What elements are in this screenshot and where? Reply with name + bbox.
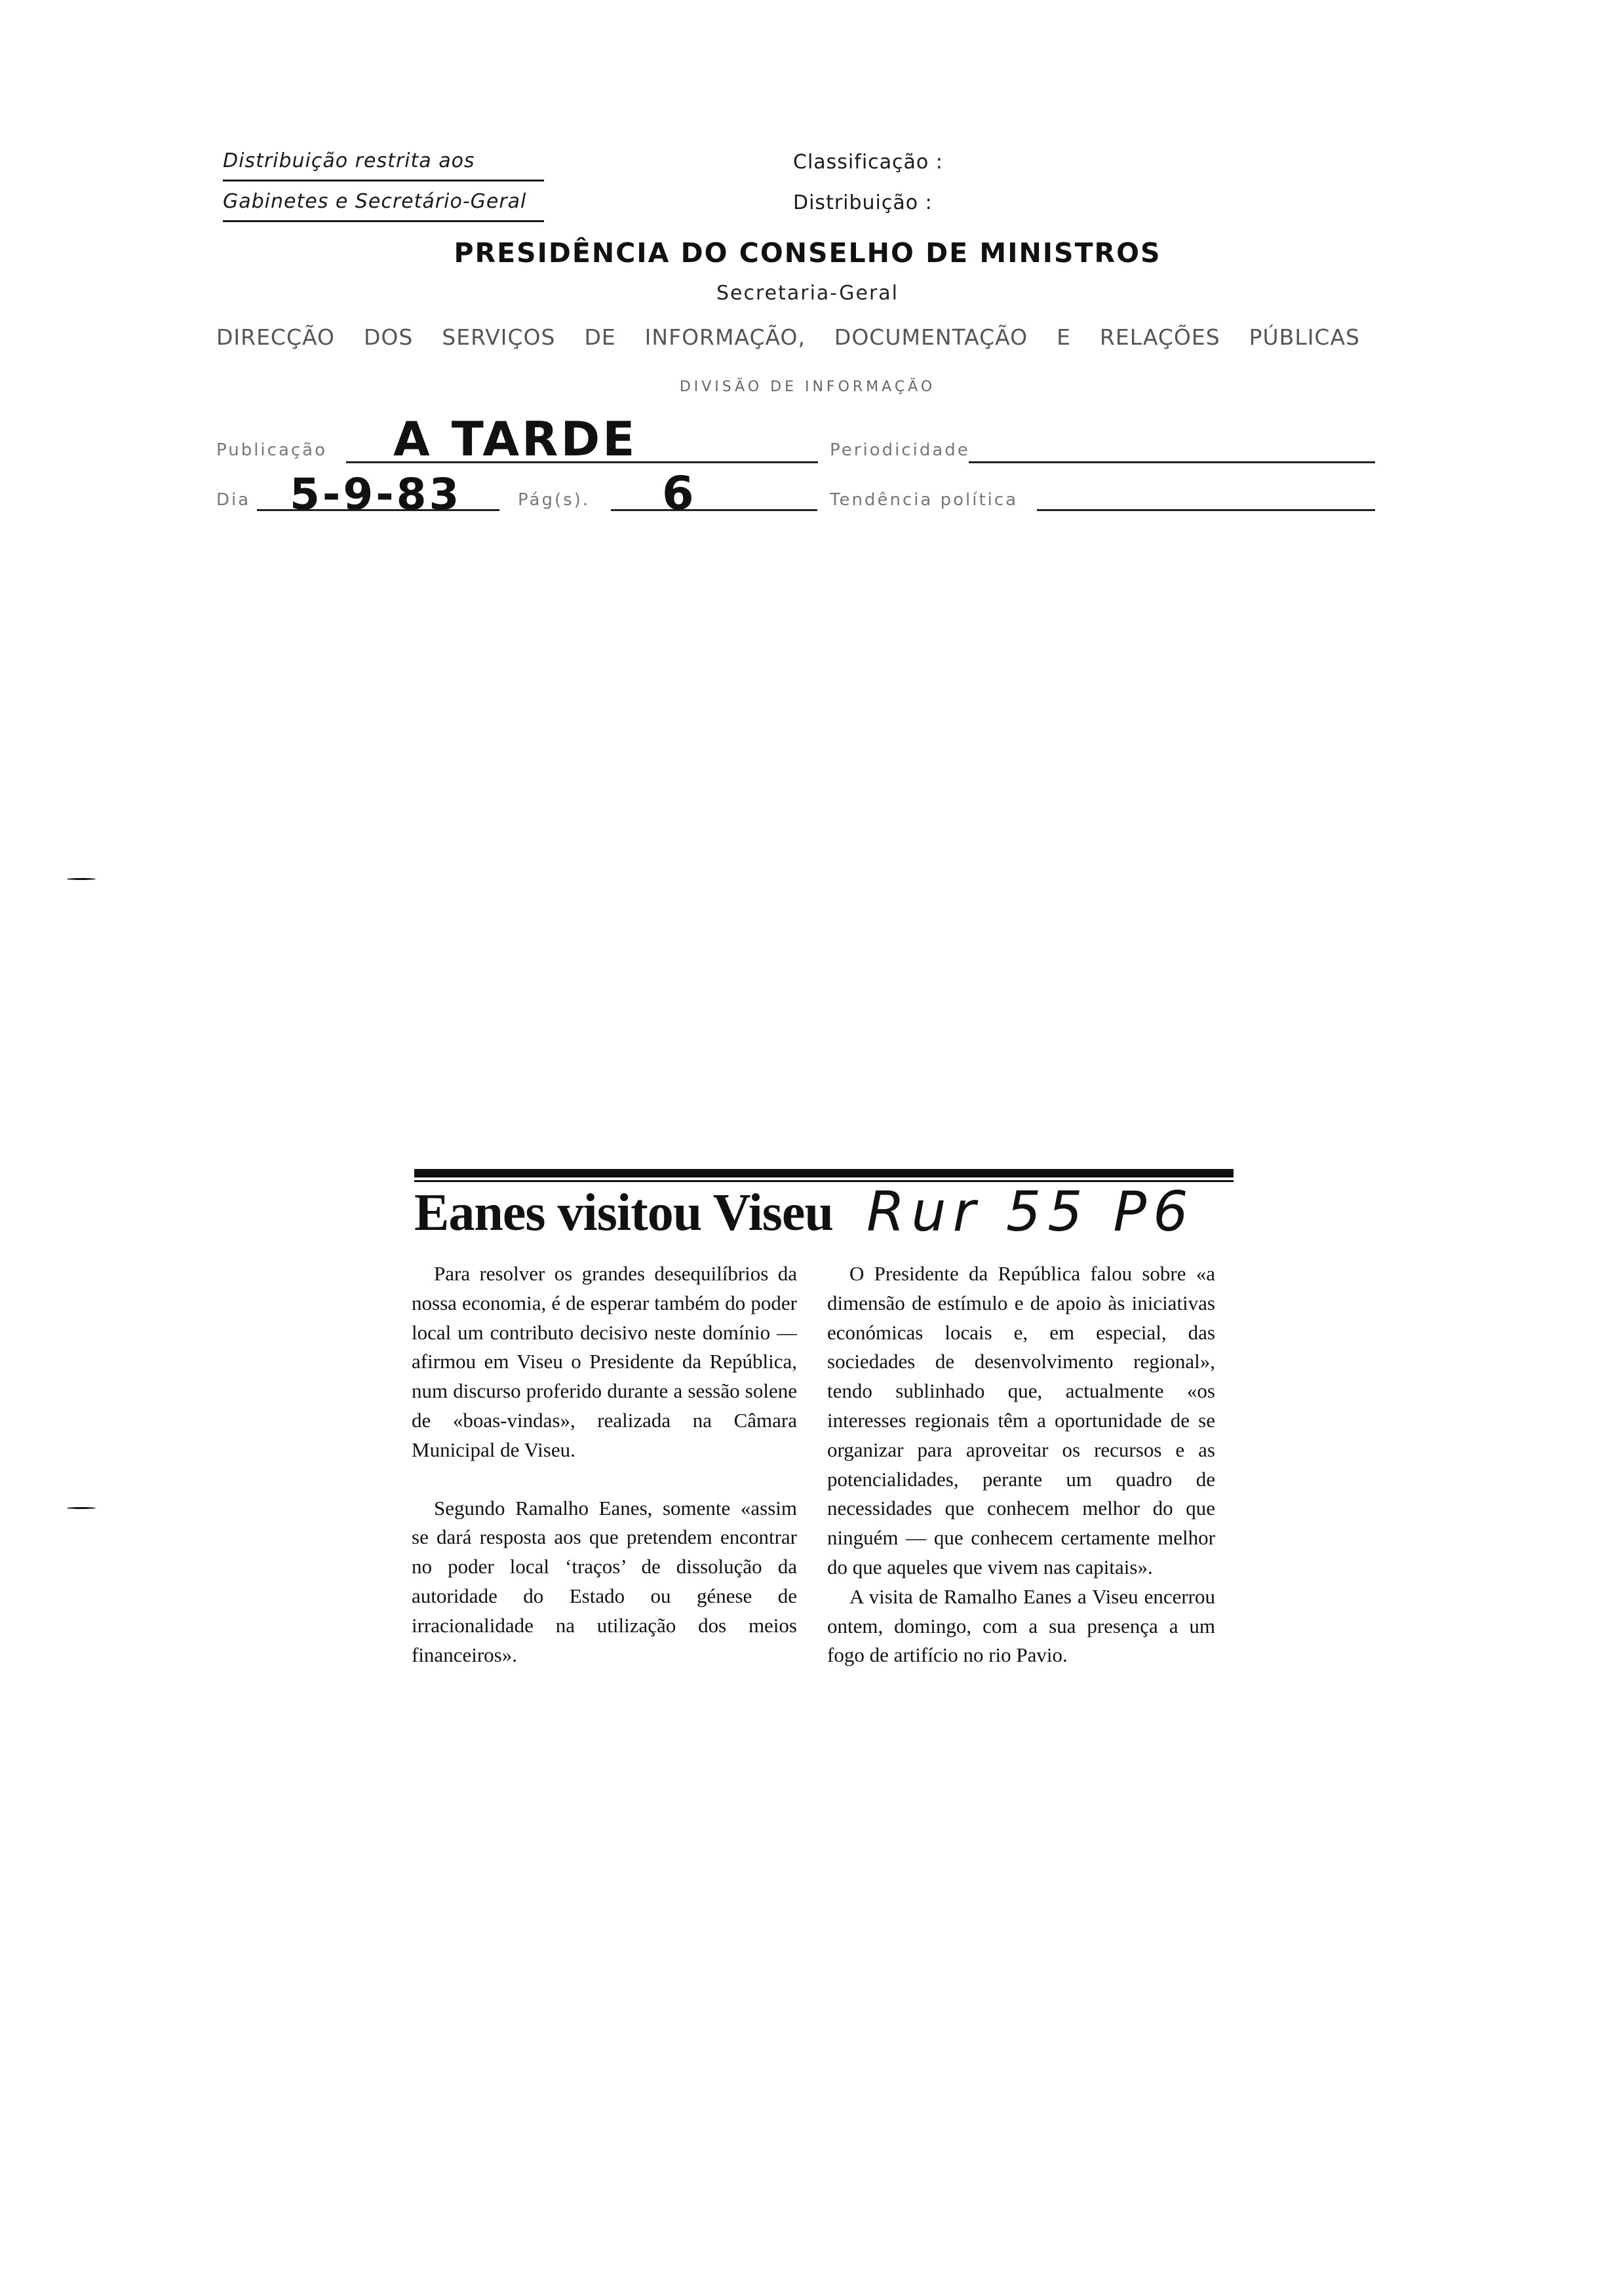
restriction-line-2: Gabinetes e Secretário-Geral — [223, 190, 527, 213]
article-column-2 — [827, 1259, 1215, 1670]
tendencia-line — [1037, 509, 1375, 511]
article-top-rule — [414, 1169, 1234, 1177]
distribuicao-label: Distribuição : — [793, 191, 933, 214]
periodicidade-line — [969, 461, 1375, 463]
restriction-underline-2 — [223, 220, 544, 222]
restriction-underline-1 — [223, 180, 544, 182]
dia-handwritten: 5-9-83 — [290, 469, 462, 520]
direction-word: SERVIÇOS — [442, 324, 556, 350]
handwritten-reference: Rur 55 P6 — [866, 1179, 1195, 1244]
pags-label: Pág(s). — [518, 490, 591, 510]
tendencia-label: Tendência política — [830, 490, 1019, 510]
publicacao-label: Publicação — [216, 440, 328, 460]
publicacao-handwritten: A TARDE — [393, 411, 638, 467]
pags-line — [611, 509, 817, 511]
organization-title: PRESIDÊNCIA DO CONSELHO DE MINISTROS — [454, 237, 1161, 269]
direction-word: PÚBLICAS — [1249, 324, 1360, 350]
article-paragraph: A visita de Ramalho Eanes a Viseu encerrou ontem, domingo, com a sua presença a um fogo de artifício no rio Pavio. — [827, 1584, 1215, 1667]
direction-word: DOCUMENTAÇÃO — [834, 324, 1028, 350]
direction-word: E — [1057, 324, 1071, 350]
article-paragraph: O Presidente da República falou sobre «a dimensão de estímulo e de apoio às iniciativas económicas locais e, em especial, das sociedades de desenvolvimento regional», tendo sublinhado que, actualmente «os interesses regionais têm a oportunidade de se organizar para aproveitar os recursos e as potencialidades, perante um quadro de necessidades que conhecem melhor do que ninguém — que conhecem certamente melhor do que aqueles que vivem nas capitais». — [827, 1262, 1215, 1578]
paragraph-gap — [412, 1465, 797, 1494]
article-paragraph: Para resolver os grandes desequilíbrios da nossa economia, é de esperar também do poder local um contributo decisivo neste domínio — afirmou em Viseu o Presidente da República, num discurso proferido durante a sessão solene de «boas-vindas», realizada na Câmara Municipal de Viseu. — [412, 1262, 797, 1461]
classificacao-label: Classificação : — [793, 151, 943, 174]
periodicidade-label: Periodicidade — [830, 440, 970, 460]
direction-word: RELAÇÕES — [1099, 324, 1220, 350]
article-headline: Eanes visitou Viseu — [414, 1184, 833, 1242]
article-paragraph: Segundo Ramalho Eanes, somente «assim se dará resposta aos que pretendem encontrar no poder local ‘traços’ de dissolução da autoridade do Estado ou génese de irracionalidade na utilização dos meios financeiros». — [412, 1496, 797, 1666]
division-line: DIVISÃO DE INFORMAÇÃO — [679, 379, 936, 395]
secretariat-subtitle: Secretaria-Geral — [716, 282, 899, 305]
direction-word: DIRECÇÃO — [216, 324, 335, 350]
scan-mark — [67, 1507, 96, 1509]
scan-mark — [67, 878, 96, 880]
direction-line — [216, 324, 1360, 350]
direction-word: DOS — [363, 324, 414, 350]
dia-label: Dia — [216, 490, 251, 510]
direction-word: INFORMAÇÃO, — [644, 324, 806, 350]
article-column-1 — [412, 1259, 797, 1670]
direction-word: DE — [584, 324, 616, 350]
restriction-line-1: Distribuição restrita aos — [223, 149, 475, 172]
pags-handwritten: 6 — [662, 467, 697, 520]
